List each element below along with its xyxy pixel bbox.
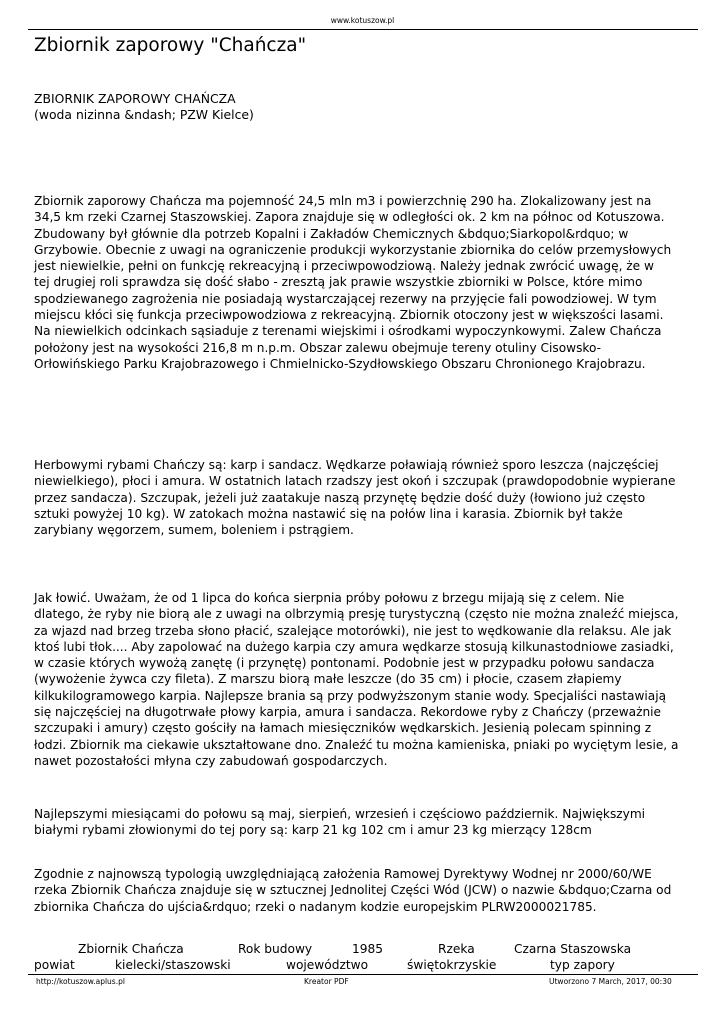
text-line: 34,5 km rzeki Czarnej Staszowskiej. Zapora znajduje się w odległości ok. 2 km na północ od Kotuszowa.	[34, 210, 665, 225]
text-line: kilkukilogramowego karpia. Najlepsze brania są przy podwyższonym stanie wody. Specjaliści nastawiają	[34, 688, 667, 703]
paragraph-how-to-fish	[34, 590, 694, 769]
text-line: Na niewielkich odcinkach sąsiaduje z terenami wiejskimi i ośrodkami wypoczynkowymi. Zalew Chańcza	[34, 324, 662, 339]
county-label: powiat	[34, 958, 75, 972]
text-line: ktoś lubi tłok.... Aby zapolować na dużego karpia czy amura wędkarze stosują kilkunastodniowe zasiadki,	[34, 639, 674, 654]
text-line: Orłowińskiego Parku Krajobrazowego i Chmielnicko-Szydłowskiego Obszaru Chronionego Krajobrazu.	[34, 356, 646, 371]
text-line: rzeka Zbiornik Chańcza znajduje się w sztucznej Jednolitej Części Wód (JCW) o nazwie &bdquo;Czarna od	[34, 883, 672, 898]
text-line: zarybiany węgorzem, sumem, boleniem i pstrągiem.	[34, 523, 354, 538]
text-line: przez sandacza). Szczupak, jeżeli już zaatakuje naszą przynętę będzie dość duży (łowiono już często	[34, 490, 646, 505]
subtitle-heading: ZBIORNIK ZAPOROWY CHAŃCZA	[34, 91, 236, 106]
text-line: białymi rybami złowionymi do tej pory są: karp 21 kg 102 cm i amur 23 kg mierzący 128cm	[34, 823, 592, 838]
text-line: w czasie których wywożą zanętę (i przynętę) pontonami. Podobnie jest w przypadku połowu sandacza	[34, 656, 655, 671]
voivodeship-value: świętokrzyskie	[407, 958, 497, 972]
text-line: nawet pozostałości młyna czy zabudowań gospodarczych.	[34, 753, 388, 768]
dam-type-label: typ zapory	[550, 958, 615, 972]
river-value: Czarna Staszowska	[514, 942, 632, 956]
page-title: Zbiornik zaporowy "Chańcza"	[34, 35, 307, 56]
county-value: kielecki/staszowski	[115, 958, 231, 972]
text-line: Najlepszymi miesiącami do połowu są maj, sierpień, wrzesień i częściowo październik. Największymi	[34, 807, 646, 821]
text-line: Zgodnie z najnowszą typologią uwzględniającą założenia Ramowej Dyrektywy Wodnej nr 2000/60/WE	[34, 867, 652, 881]
paragraph-typology	[34, 866, 694, 915]
text-line: Grzybowie. Obecnie z uwagi na ograniczenie produkcji wykorzystanie zbiornika do celów przemysłowych	[34, 242, 672, 257]
text-line: tej drugiej roli sprawdza się dość słabo - zresztą jak prawie wszystkie zbiorniki w Polsce, które mimo	[34, 275, 643, 290]
header-url: www.kotuszow.pl	[330, 16, 395, 25]
text-line: za wjazd nad brzeg trzeba słono płacić, szalejące motorówki), nie jest to wędkowanie dla relaksu. Ale jak	[34, 623, 672, 638]
text-line: (wywożenie żywca czy fileta). Z marszu biorą małe leszcze (do 35 cm) i płocie, czasem złapiemy	[34, 672, 622, 687]
text-line: Zbiornik zaporowy Chańcza ma pojemność 24,5 mln m3 i powierzchnię 290 ha. Zlokalizowany jest na	[34, 194, 652, 208]
text-line: spodziewanego zagrożenia nie posiadają wystarczającej rezerwy na przyjęcie fali powodziowej. W tym	[34, 291, 657, 306]
header-divider	[28, 29, 698, 30]
footer-url: http://kotuszow.aplus.pl	[36, 977, 125, 986]
text-line: miejscu kłóci się funkcja przeciwpowodziowa z rekreacyjną. Zbiornik otoczony jest w większości lasami.	[34, 308, 664, 323]
river-label: Rzeka	[438, 942, 475, 956]
text-line: sztuki powyżej 10 kg). W zatokach można nastawić się na połów lina i karasia. Zbiornik był także	[34, 506, 623, 521]
text-line: niewielkiego), płoci i amura. W ostatnich latach rzadszy jest okoń i szczupak (prawdopodobnie wypierane	[34, 474, 676, 489]
text-line: Zbudowany był głównie dla potrzeb Kopalni i Zakładów Chemicznych &bdquo;Siarkopol&rdquo; w	[34, 226, 629, 241]
text-line: Jak łowić. Uważam, że od 1 lipca do końca sierpnia próby połowu z brzegu mijają się z celem. Nie	[34, 591, 625, 605]
text-line: dlatego, że ryby nie biorą ale z uwagi na olbrzymią presję turystyczną (często nie można znaleźć miejsca,	[34, 607, 679, 622]
paragraph-best-months	[34, 806, 694, 839]
build-year-label: Rok budowy	[238, 942, 313, 956]
text-line: Herbowymi rybami Chańczy są: karp i sandacz. Wędkarze poławiają również sporo leszcza (najczęściej	[34, 458, 659, 472]
text-line: łodzi. Zbiornik ma ciekawie ukształtowane dno. Znaleźć tu można kamieniska, pniaki po wyciętym lesie, a	[34, 737, 679, 752]
footer-divider	[28, 974, 698, 975]
paragraph-description	[34, 193, 694, 372]
text-line: położony jest na wysokości 216,8 m n.p.m. Obszar zalewu obejmuje tereny otuliny Cisowsko-	[34, 340, 602, 355]
paragraph-fish-species	[34, 457, 694, 538]
subtitle-water-info: (woda nizinna &ndash; PZW Kielce)	[34, 107, 254, 122]
footer-generator: Kreator PDF	[304, 977, 349, 986]
footer-created-date: Utworzono 7 March, 2017, 00:30	[549, 977, 672, 986]
voivodeship-label: województwo	[286, 958, 369, 972]
reservoir-name: Zbiornik Chańcza	[78, 942, 184, 956]
text-line: jest niewielkie, pełni on funkcję rekreacyjną i przeciwpowodziową. Należy jednak zwrócić uwagę, że w	[34, 259, 654, 274]
text-line: się najczęściej na długotrwałe płowy karpia, amura i sandacza. Rekordowe ryby z Chańczy (przeważnie	[34, 705, 662, 720]
text-line: zbiornika Chańcza do ujścia&rdquo; rzeki o nadanym kodzie europejskim PLRW2000021785.	[34, 899, 597, 914]
build-year-value: 1985	[352, 942, 384, 956]
text-line: szczupaki i amury) często gościły na łamach miesięczników wędkarskich. Jesienią polecam spinning z	[34, 721, 652, 736]
